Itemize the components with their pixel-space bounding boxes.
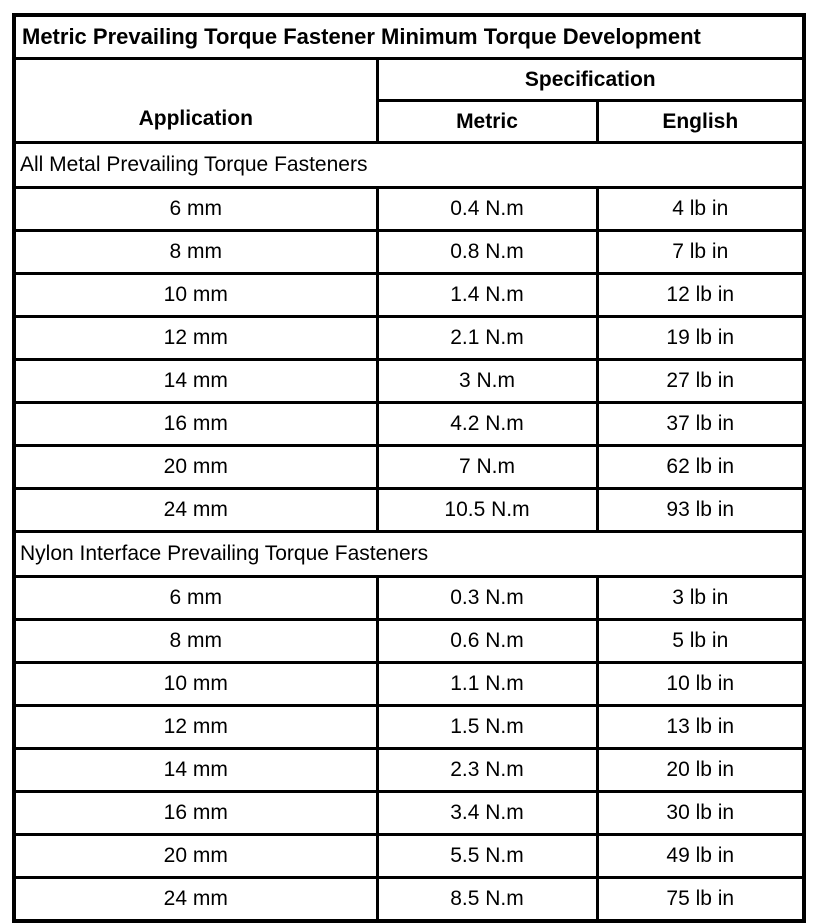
english-value-cell: 3 lb in	[597, 577, 804, 620]
application-cell: 12 mm	[14, 706, 377, 749]
table-title: Metric Prevailing Torque Fastener Minimum Torque Development	[14, 15, 804, 59]
table-row	[14, 15, 804, 59]
table-row	[14, 143, 804, 188]
metric-value-cell: 7 N.m	[377, 446, 597, 489]
metric-value-cell: 2.3 N.m	[377, 749, 597, 792]
column-header-application: Application	[14, 59, 377, 143]
english-value-cell: 62 lb in	[597, 446, 804, 489]
english-value-cell: 75 lb in	[597, 878, 804, 922]
metric-value-cell: 0.6 N.m	[377, 620, 597, 663]
table-row	[14, 59, 804, 101]
english-value-cell: 4 lb in	[597, 188, 804, 231]
table-row	[14, 317, 804, 360]
metric-value-cell: 4.2 N.m	[377, 403, 597, 446]
table-row	[14, 231, 804, 274]
metric-value-cell: 2.1 N.m	[377, 317, 597, 360]
application-cell: 10 mm	[14, 663, 377, 706]
table-row	[14, 577, 804, 620]
metric-value-cell: 3 N.m	[377, 360, 597, 403]
application-cell: 14 mm	[14, 749, 377, 792]
table-row	[14, 446, 804, 489]
metric-value-cell: 8.5 N.m	[377, 878, 597, 922]
metric-value-cell: 1.1 N.m	[377, 663, 597, 706]
metric-value-cell: 0.8 N.m	[377, 231, 597, 274]
application-cell: 20 mm	[14, 835, 377, 878]
metric-value-cell: 10.5 N.m	[377, 489, 597, 532]
application-cell: 8 mm	[14, 231, 377, 274]
application-cell: 6 mm	[14, 577, 377, 620]
metric-value-cell: 0.4 N.m	[377, 188, 597, 231]
table-row	[14, 706, 804, 749]
english-value-cell: 27 lb in	[597, 360, 804, 403]
column-header-metric: Metric	[377, 101, 597, 143]
metric-value-cell: 1.5 N.m	[377, 706, 597, 749]
section-header-all-metal: All Metal Prevailing Torque Fasteners	[14, 143, 804, 188]
english-value-cell: 5 lb in	[597, 620, 804, 663]
application-cell: 24 mm	[14, 878, 377, 922]
metric-value-cell: 3.4 N.m	[377, 792, 597, 835]
english-value-cell: 13 lb in	[597, 706, 804, 749]
english-value-cell: 37 lb in	[597, 403, 804, 446]
table-row	[14, 835, 804, 878]
metric-value-cell: 5.5 N.m	[377, 835, 597, 878]
application-cell: 12 mm	[14, 317, 377, 360]
english-value-cell: 93 lb in	[597, 489, 804, 532]
application-cell: 16 mm	[14, 403, 377, 446]
application-cell: 8 mm	[14, 620, 377, 663]
application-cell: 14 mm	[14, 360, 377, 403]
english-value-cell: 20 lb in	[597, 749, 804, 792]
table-row	[14, 274, 804, 317]
table-row	[14, 489, 804, 532]
application-cell: 24 mm	[14, 489, 377, 532]
section-header-nylon-interface: Nylon Interface Prevailing Torque Fasteners	[14, 532, 804, 577]
table-row	[14, 878, 804, 922]
table-row	[14, 663, 804, 706]
table-row	[14, 620, 804, 663]
application-cell: 10 mm	[14, 274, 377, 317]
english-value-cell: 12 lb in	[597, 274, 804, 317]
table-row	[14, 532, 804, 577]
column-header-specification: Specification	[377, 59, 804, 101]
english-value-cell: 49 lb in	[597, 835, 804, 878]
english-value-cell: 19 lb in	[597, 317, 804, 360]
table-row	[14, 188, 804, 231]
metric-value-cell: 1.4 N.m	[377, 274, 597, 317]
english-value-cell: 7 lb in	[597, 231, 804, 274]
metric-value-cell: 0.3 N.m	[377, 577, 597, 620]
table-row	[14, 403, 804, 446]
table-row	[14, 360, 804, 403]
table-row	[14, 792, 804, 835]
application-cell: 16 mm	[14, 792, 377, 835]
column-header-english: English	[597, 101, 804, 143]
english-value-cell: 30 lb in	[597, 792, 804, 835]
english-value-cell: 10 lb in	[597, 663, 804, 706]
application-cell: 6 mm	[14, 188, 377, 231]
application-cell: 20 mm	[14, 446, 377, 489]
table-row	[14, 749, 804, 792]
torque-spec-table	[12, 13, 806, 923]
